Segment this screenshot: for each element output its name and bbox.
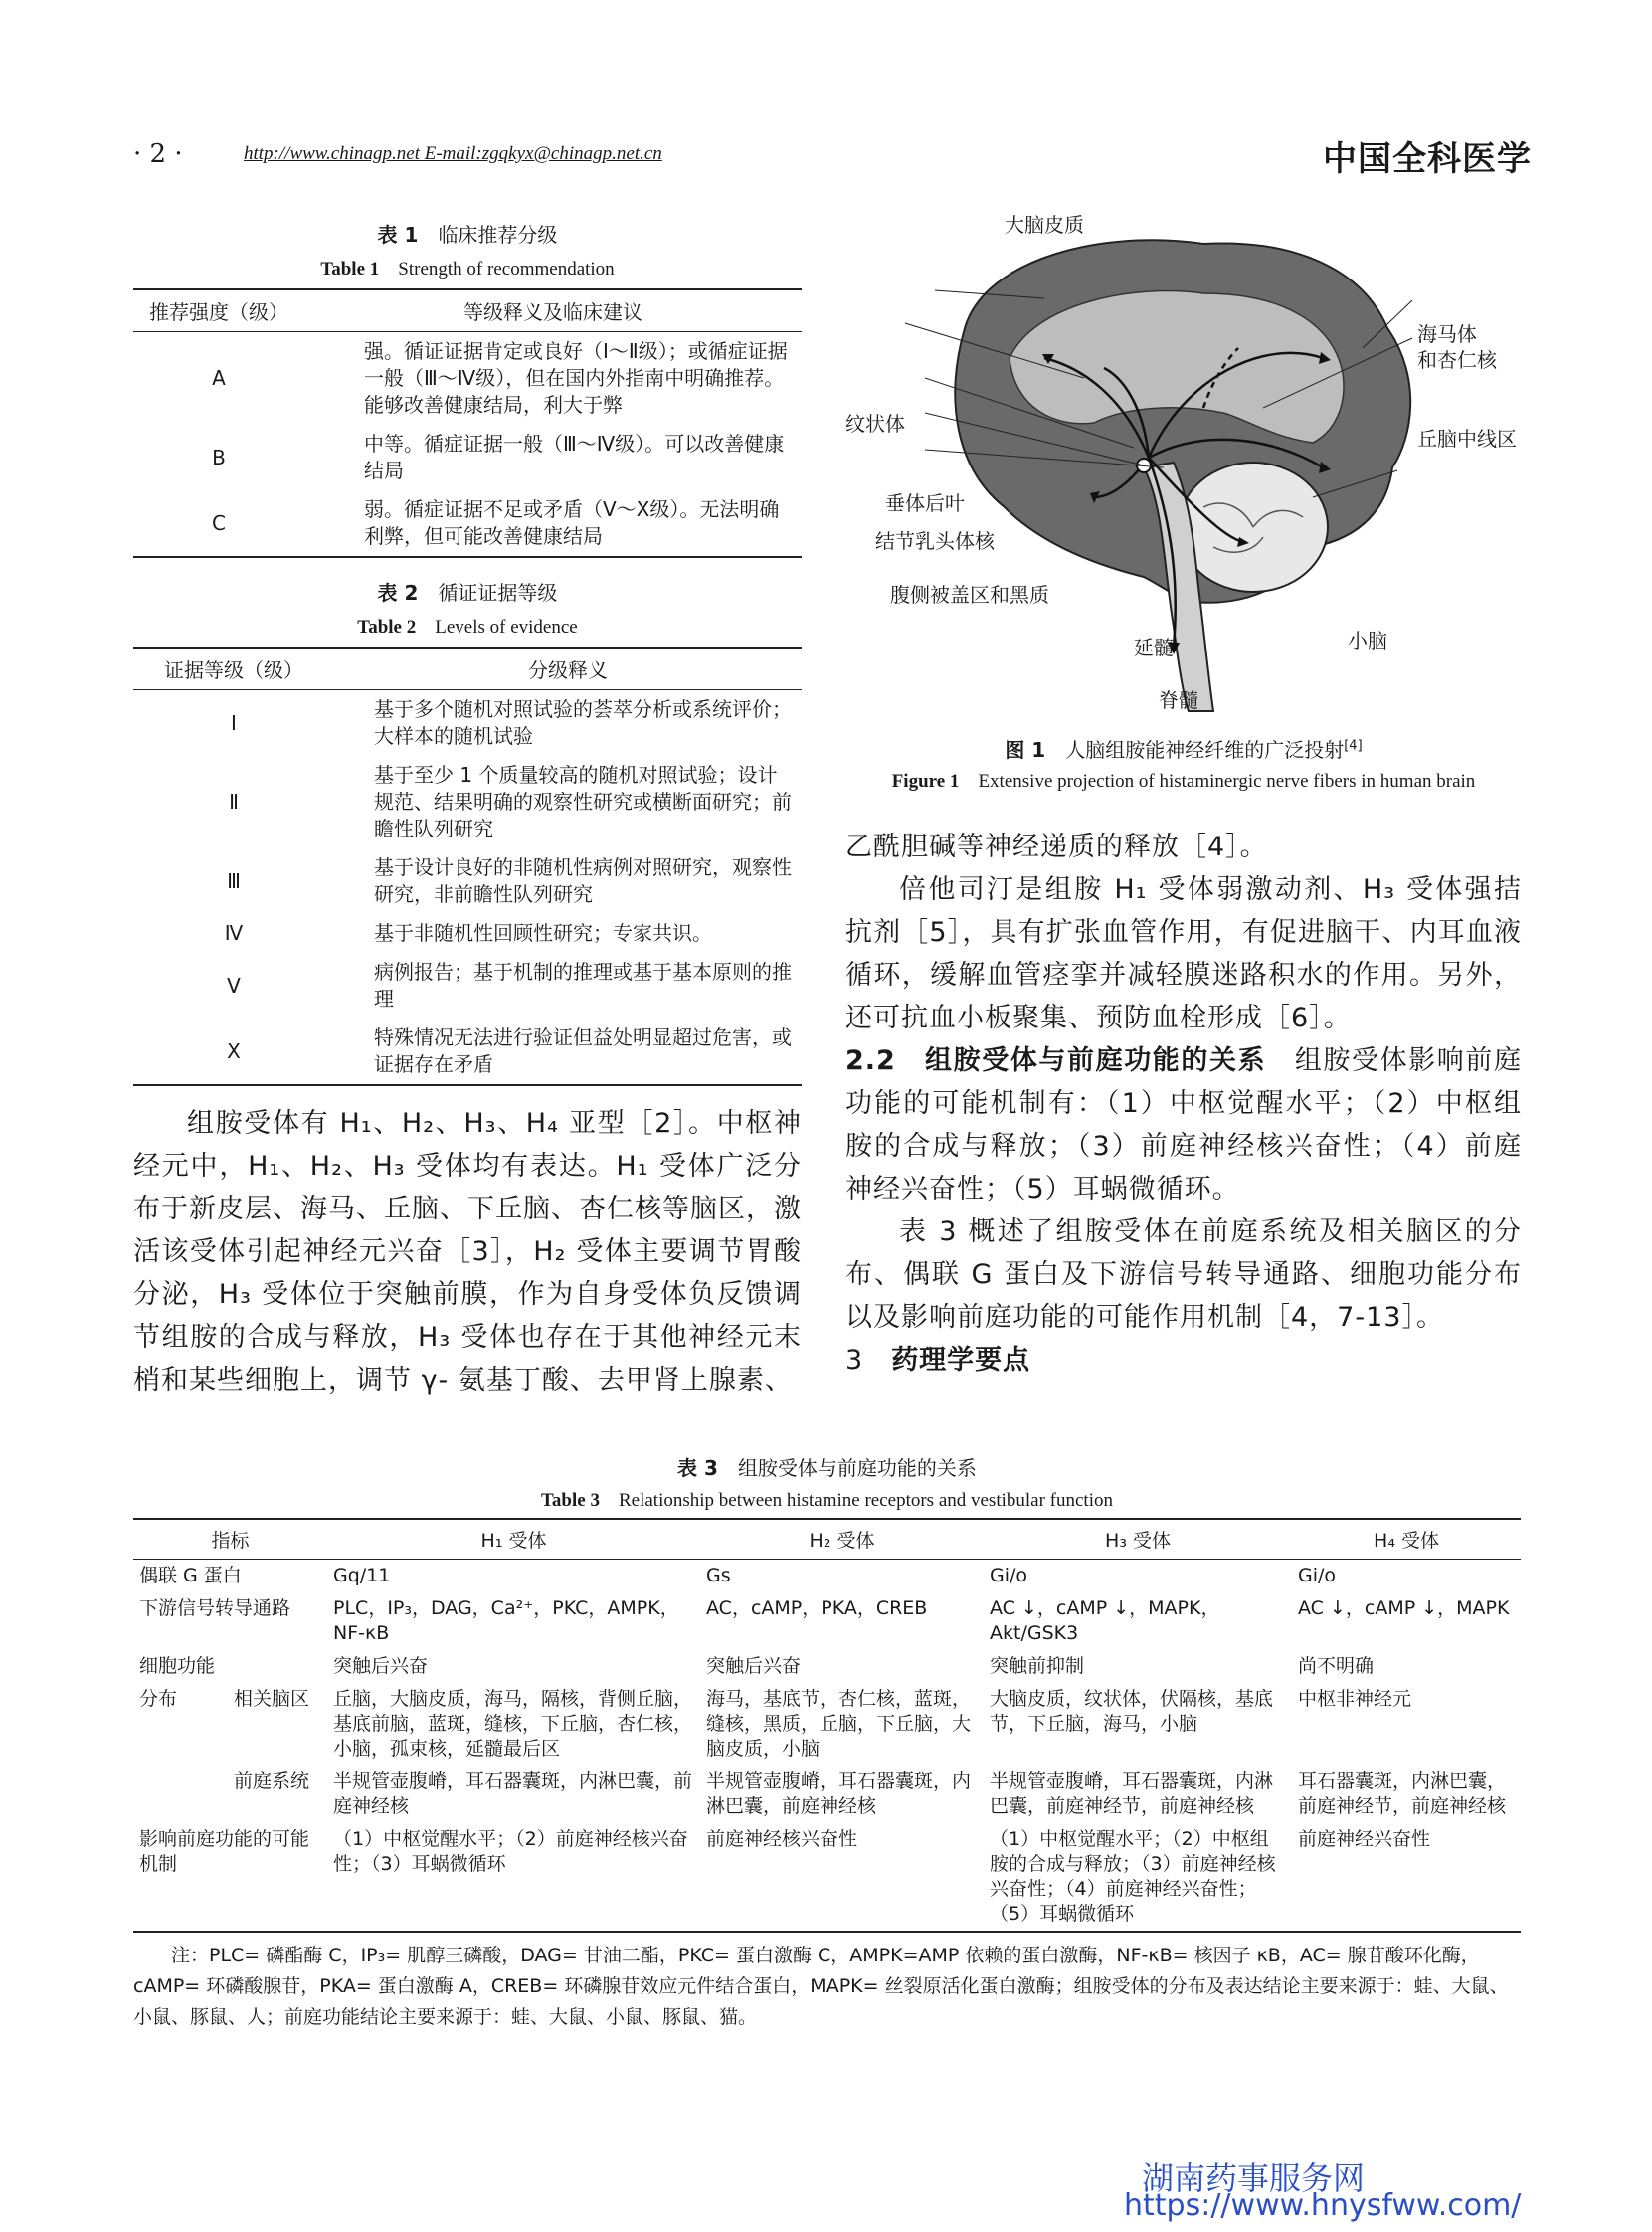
label-thalamus: 丘脑中线区: [1417, 427, 1517, 451]
table3-header: H₄ 受体: [1374, 1530, 1439, 1552]
table3-note: 注：PLC= 磷酯酶 C，IP₃= 肌醇三磷酸，DAG= 甘油二酯，PKC= 蛋白激酶 C，AMPK=AMP 依赖的蛋白激酶，NF-κB= 核因子 κB，AC= 腺苷酸环化酶，cAMP= 环磷酸腺苷，PKA= 蛋白激酶 A，CREB= 环磷腺苷效应元件结合蛋白，MAPK= 丝裂原活化蛋白激酶；组胺受体的分布及表达结论主要来源于：蛙、大鼠、小鼠、豚鼠、人；前庭功能结论主要来源于：蛙、大鼠、小鼠、豚鼠、猫。: [133, 1945, 1509, 2028]
table-row: Ⅲ 基于设计良好的非随机性病例对照研究，观察性研究，非前瞻性队列研究: [227, 855, 792, 906]
table-row: 偶联 G 蛋白 Gq/11 Gs Gi/o Gi/o: [139, 1565, 1337, 1586]
table3-header: H₃ 受体: [1105, 1530, 1171, 1552]
table3-header: H₂ 受体: [809, 1530, 875, 1552]
table-row: A 强。循证证据肯定或良好（Ⅰ～Ⅱ级）；或循症证据一般（Ⅲ～Ⅳ级），但在国内外指南中明确推荐。能够改善健康结局，利大于弊: [212, 339, 788, 417]
table-row: B 中等。循症证据一般（Ⅲ～Ⅳ级）。可以改善健康结局: [212, 432, 785, 482]
table3-caption-cn: 表 3 组胺受体与前庭功能的关系: [677, 1456, 977, 1480]
right-paragraph-3: 表 3 概述了组胺受体在前庭系统及相关脑区的分布、偶联 G 蛋白及下游信号转导通路、细胞功能分布以及影响前庭功能的可能作用机制［4，7-13］。: [845, 1216, 1522, 1333]
table2-caption-en: Table 2 Levels of evidence: [357, 617, 578, 638]
label-amygdala: 和杏仁核: [1417, 348, 1497, 372]
label-hippocampus: 海马体: [1417, 322, 1477, 346]
table2-header: 分级释义: [528, 658, 608, 682]
table-row: Ⅳ 基于非随机性回顾性研究；专家共识。: [224, 921, 712, 945]
table2-block: [133, 577, 802, 1086]
table2-caption-cn: 表 2 循证证据等级: [377, 581, 558, 605]
table3-caption-en: Table 3 Relationship between histamine receptors and vestibular function: [540, 1490, 1113, 1511]
table3-block: [133, 1452, 1521, 2033]
table1-caption-cn: 表 1 临床推荐分级: [377, 223, 558, 247]
table1-header: 等级释义及临床建议: [463, 300, 642, 324]
figure1-caption-cn: 图 1 人脑组胺能神经纤维的广泛投射[4]: [1005, 738, 1363, 762]
table1-header: 推荐强度（级）: [149, 300, 288, 324]
journal-name: 中国全科医学: [1323, 139, 1532, 179]
table-row: Ⅱ 基于至少 1 个质量较高的随机对照试验；设计规范、结果明确的观察性研究或横断面研究；前瞻性队列研究: [229, 763, 792, 840]
watermark-url[interactable]: https://www.hnysfww.com/: [1124, 2188, 1522, 2223]
right-paragraph-0: 乙酰胆碱等神经递质的释放［4］。: [845, 832, 1268, 862]
label-cerebellum: 小脑: [1348, 629, 1387, 652]
watermark-site-name: 湖南药事服务网: [1142, 2159, 1366, 2197]
figure1-caption-en: Figure 1 Extensive projection of histaminergic nerve fibers in human brain: [891, 771, 1476, 792]
label-tmn: 结节乳头体核: [875, 529, 995, 553]
table2-header: 证据等级（级）: [164, 658, 303, 682]
label-posterior-pituitary: 垂体后叶: [885, 491, 965, 515]
table-row: 下游信号转导通路 PLC，IP₃，DAG，Ca²⁺，PKC，AMPK，NF-κB AC，cAMP，PKA，CREB AC ↓，cAMP ↓，MAPK，Akt/GSK3 AC ↓，cAMP ↓，MAPK: [139, 1597, 1510, 1644]
table-row: Ⅹ 特殊情况无法进行验证但益处明显超过危害，或证据存在矛盾: [133, 1019, 802, 1085]
table3-header: H₁ 受体: [480, 1530, 547, 1552]
section-3-heading: 3 药理学要点: [845, 1345, 1031, 1376]
table1-block: [133, 219, 802, 558]
table2: [133, 647, 802, 1086]
journal-url-email[interactable]: http://www.chinagp.net E-mail:zgqkyx@chinagp.net.cn: [244, 143, 662, 164]
brain-illustration: [845, 209, 1522, 716]
section-2-2: 2.2 组胺受体与前庭功能的关系 组胺受体影响前庭功能的可能机制有：（1）中枢觉醒水平；（2）中枢组胺的合成与释放；（3）前庭神经核兴奋性；（4）前庭神经兴奋性；（5）耳蜗微循环。: [845, 1045, 1522, 1205]
label-vta: 腹侧被盖区和黑质: [890, 583, 1049, 607]
table-row: C 弱。循症证据不足或矛盾（Ⅴ～Ⅹ级）。无法明确利弊，但可能改善健康结局: [133, 490, 802, 557]
right-column-text: [845, 826, 1522, 1382]
label-medulla: 延髓: [1134, 636, 1174, 659]
table1-caption-en: Table 1 Strength of recommendation: [320, 259, 615, 279]
table-row: 前庭系统 半规管壶腹嵴，耳石器囊斑，内淋巴囊，前庭神经核 半规管壶腹嵴，耳石器囊斑，内淋巴囊，前庭神经核 半规管壶腹嵴，耳石器囊斑，内淋巴囊，前庭神经节，前庭神经核 耳石器囊斑，内淋巴囊，前庭神经节，前庭神经核: [234, 1770, 1507, 1817]
table3: [133, 1518, 1521, 1933]
table1: [133, 288, 802, 558]
figure1: [845, 209, 1522, 716]
right-paragraph-1: 倍他司汀是组胺 H₁ 受体弱激动剂、H₃ 受体强拮抗剂［5］，具有扩张血管作用，有促进脑干、内耳血液循环，缓解血管痉挛并减轻膜迷路积水的作用。另外，还可抗血小板聚集、预防血栓形成［6］。: [845, 874, 1522, 1033]
page-number: · 2 ·: [133, 139, 183, 169]
table-row: 分布 相关脑区 丘脑，大脑皮质，海马，隔核，背侧丘脑，基底前脑，蓝斑，缝核，下丘脑，杏仁核，小脑，孤束核，延髓最后区 海马，基底节，杏仁核，蓝斑，缝核，黑质，丘脑，下丘脑，大脑皮质，小脑 大脑皮质，纹状体，伏隔核，基底节，下丘脑，海马，小脑 中枢非神经元: [139, 1688, 1412, 1760]
table-row: 影响前庭功能的可能机制 （1）中枢觉醒水平；（2）前庭神经核兴奋性；（3）耳蜗微循环 前庭神经核兴奋性 （1）中枢觉醒水平；（2）中枢组胺的合成与释放；（3）前庭神经核兴奋性；（4）前庭神经兴奋性；（5）耳蜗微循环 前庭神经兴奋性: [133, 1823, 1521, 1932]
table3-header: 指标: [211, 1530, 250, 1552]
table-row: 细胞功能 突触后兴奋 突触后兴奋 突触前抑制 尚不明确: [139, 1655, 1375, 1677]
table-row: Ⅰ 基于多个随机对照试验的荟萃分析或系统评价；大样本的随机试验: [231, 697, 792, 748]
left-paragraph: 组胺受体有 H₁、H₂、H₃、H₄ 亚型［2］。中枢神经元中，H₁、H₂、H₃ 受体均有表达。H₁ 受体广泛分布于新皮层、海马、丘脑、下丘脑、杏仁核等脑区，激活该受体引起神经元兴奋［3］，H₂ 受体主要调节胃酸分泌，H₃ 受体位于突触前膜，作为自身受体负反馈调节组胺的合成与释放，H₃ 受体也存在于其他神经元末梢和某些细胞上，调节 γ- 氨基丁酸、去甲肾上腺素、: [133, 1108, 802, 1395]
label-striatum: 纹状体: [845, 412, 905, 436]
label-cortex: 大脑皮质: [1005, 213, 1084, 237]
table-row: Ⅴ 病例报告；基于机制的推理或基于基本原则的推理: [227, 960, 792, 1011]
label-spinal-cord: 脊髓: [1159, 688, 1198, 712]
